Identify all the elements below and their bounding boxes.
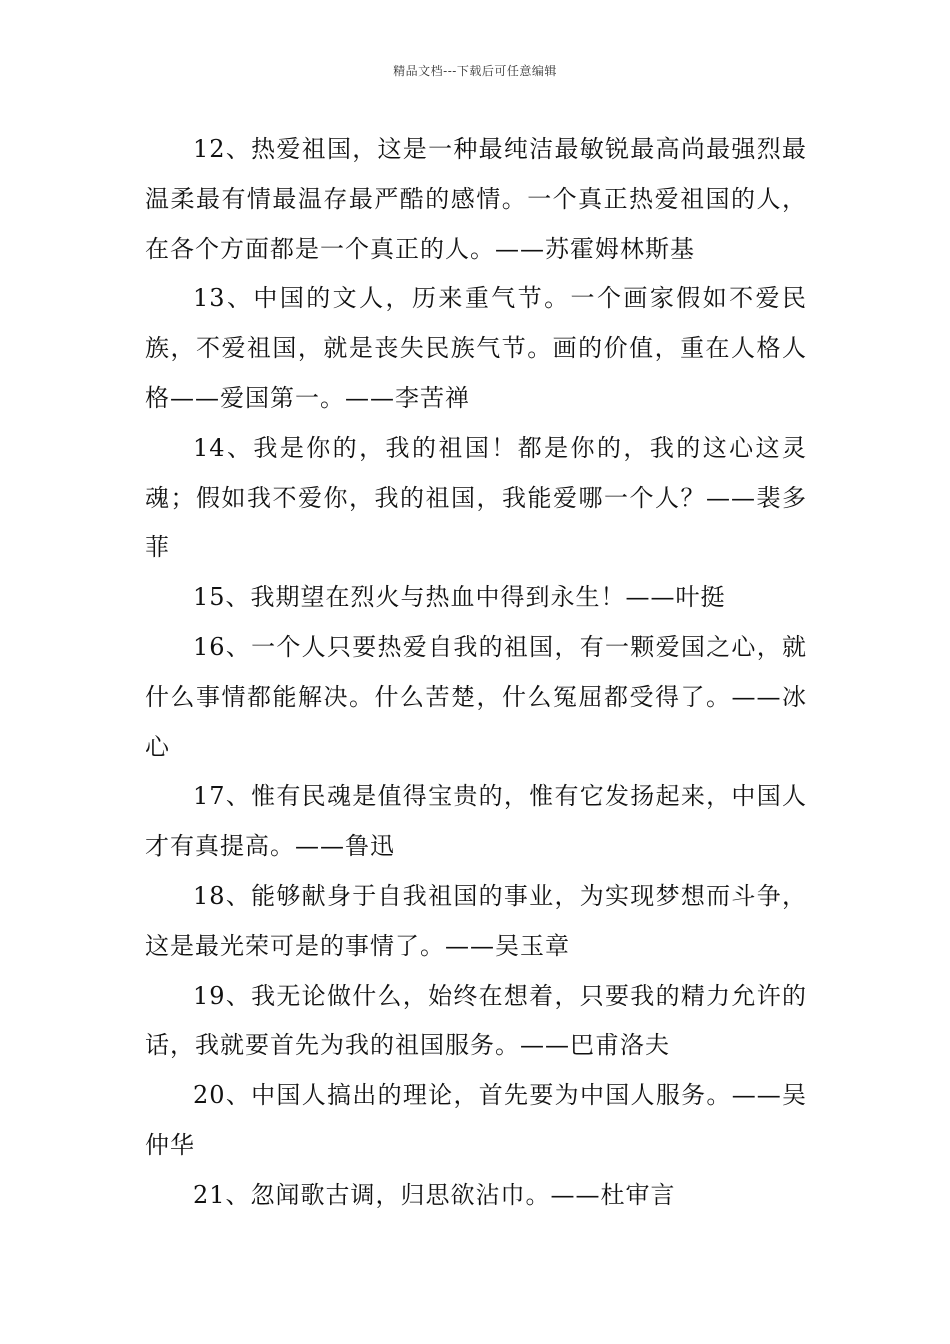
quote-paragraph-20: 20、中国人搞出的理论，首先要为中国人服务。——吴仲华: [145, 1081, 807, 1159]
page-header: 精品文档---下载后可任意编辑: [393, 64, 557, 78]
quote-paragraph-16: 16、一个人只要热爱自我的祖国，有一颗爱国之心，就什么事情都能解决。什么苦楚，什么冤屈都受得了。——冰心: [145, 632, 807, 761]
quote-paragraph-18: 18、能够献身于自我祖国的事业，为实现梦想而斗争，这是最光荣可是的事情了。——吴玉章: [145, 881, 807, 960]
quote-paragraph-14: 14、我是你的，我的祖国！都是你的，我的这心这灵魂；假如我不爱你，我的祖国，我能爱哪一个人？——裴多菲: [145, 433, 807, 562]
quote-paragraph-12: 12、热爱祖国，这是一种最纯洁最敏锐最高尚最强烈最温柔最有情最温存最严酷的感情。一个真正热爱祖国的人，在各个方面都是一个真正的人。——苏霍姆林斯基: [145, 135, 807, 263]
quote-paragraph-13: 13、中国的文人，历来重气节。一个画家假如不爱民族，不爱祖国，就是丧失民族气节。画的价值，重在人格人格——爱国第一。——李苦禅: [145, 284, 807, 412]
document-body: [145, 125, 807, 1221]
quote-paragraph-17: 17、惟有民魂是值得宝贵的，惟有它发扬起来，中国人才有真提高。——鲁迅: [145, 782, 807, 861]
quote-paragraph-15: 15、我期望在烈火与热血中得到永生！——叶挺: [193, 583, 726, 612]
quote-paragraph-19: 19、我无论做什么，始终在想着，只要我的精力允许的话，我就要首先为我的祖国服务。——巴甫洛夫: [145, 981, 807, 1060]
quote-paragraph-21: 21、忽闻歌古调，归思欲沾巾。——杜审言: [193, 1180, 676, 1209]
